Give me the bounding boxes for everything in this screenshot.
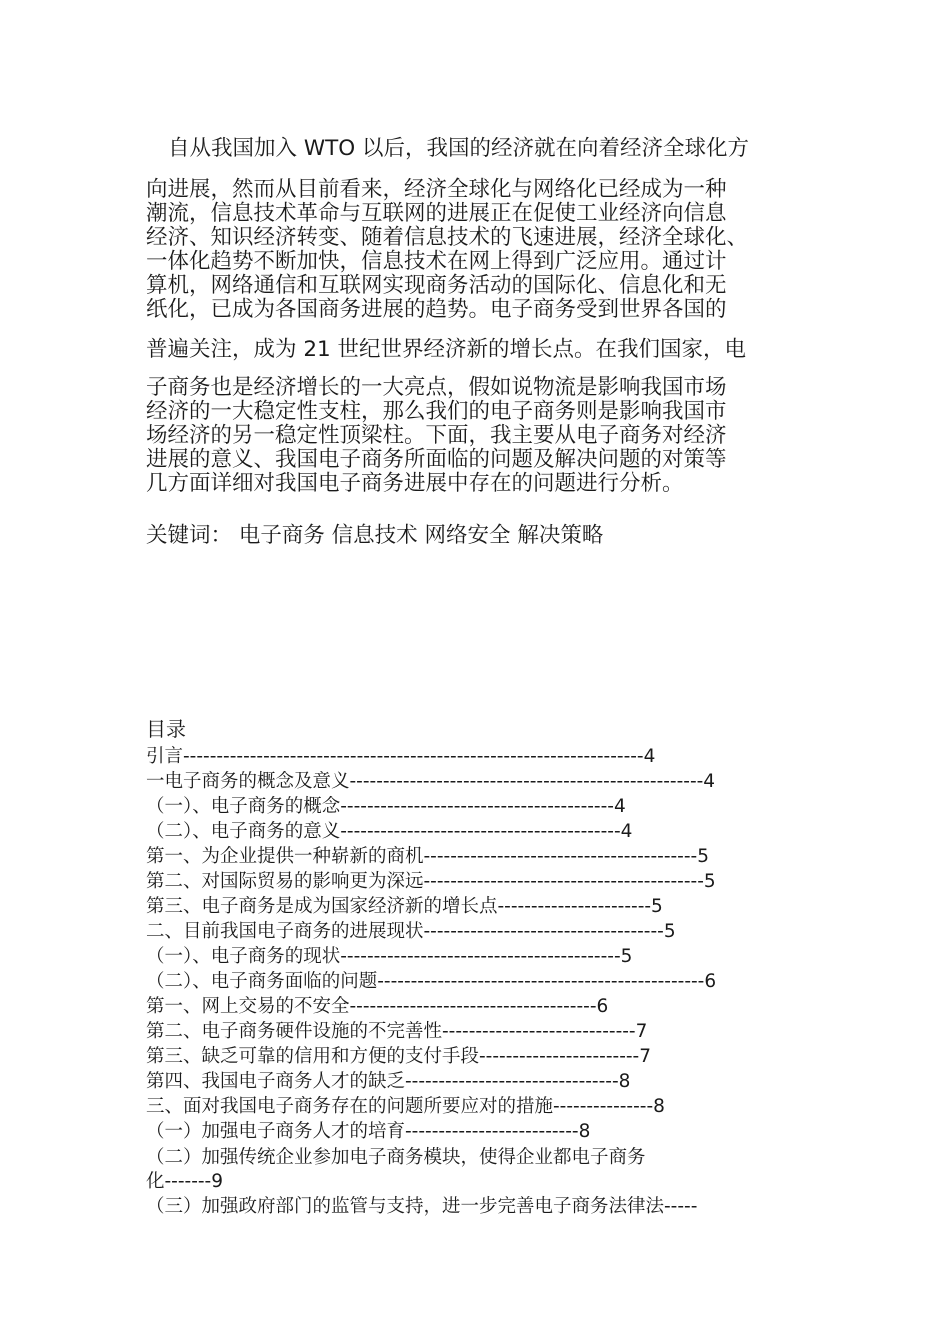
abstract-line: 经济的一大稳定性支柱，那么我们的电子商务则是影响我国市 [146, 399, 727, 424]
abstract-line: 经济、知识经济转变、随着信息技术的飞速进展，经济全球化、 [146, 225, 749, 250]
toc-entry: （三）加强政府部门的监管与支持，进一步完善电子商务法律法----- [146, 1196, 698, 1217]
abstract-line: 几方面详细对我国电子商务进展中存在的问题进行分析。 [146, 471, 684, 496]
toc-entry: 第二、对国际贸易的影响更为深远------------------------------------------5 [146, 871, 716, 892]
toc-entry: （一）、电子商务的现状------------------------------------------5 [146, 946, 633, 967]
toc-entry: （二）加强传统企业参加电子商务模块，使得企业都电子商务 [146, 1147, 646, 1168]
abstract-line: 场经济的另一稳定性顶梁柱。下面，我主要从电子商务对经济 [146, 423, 727, 448]
abstract-line: 向进展，然而从目前看来，经济全球化与网络化已经成为一种 [146, 177, 727, 202]
abstract-line: 算机，网络通信和互联网实现商务活动的国际化、信息化和无 [146, 273, 727, 298]
toc-entry: 第一、网上交易的不安全-------------------------------------6 [146, 996, 609, 1017]
abstract-line: 纸化，已成为各国商务进展的趋势。电子商务受到世界各国的 [146, 297, 727, 322]
toc-entry: （二）、电子商务的意义------------------------------------------4 [146, 821, 633, 842]
abstract-line: 子商务也是经济增长的一大亮点，假如说物流是影响我国市场 [146, 375, 727, 400]
toc-entry: （一）加强电子商务人才的培育--------------------------8 [146, 1121, 591, 1142]
toc-entry: 一电子商务的概念及意义-----------------------------------------------------4 [146, 771, 716, 792]
abstract-line: 一体化趋势不断加快，信息技术在网上得到广泛应用。通过计 [146, 249, 727, 274]
toc-entry: 二、目前我国电子商务的进展现状------------------------------------5 [146, 921, 676, 942]
abstract-line: 自从我国加入 WTO 以后，我国的经济就在向着经济全球化方 [168, 136, 749, 161]
toc-title: 目录 [146, 717, 186, 741]
toc-entry: （一）、电子商务的概念-----------------------------------------4 [146, 796, 626, 817]
toc-entry: 第二、电子商务硬件设施的不完善性-----------------------------7 [146, 1021, 648, 1042]
abstract-line: 潮流，信息技术革命与互联网的进展正在促使工业经济向信息 [146, 201, 727, 226]
toc-entry: 第三、缺乏可靠的信用和方便的支付手段------------------------7 [146, 1046, 651, 1067]
abstract-line: 普遍关注，成为 21 世纪世界经济新的增长点。在我们国家，电 [146, 337, 747, 362]
abstract-line: 进展的意义、我国电子商务所面临的问题及解决问题的对策等 [146, 447, 727, 472]
toc-entry: 第三、电子商务是成为国家经济新的增长点-----------------------5 [146, 896, 663, 917]
toc-entry: 引言---------------------------------------------------------------------4 [146, 746, 656, 767]
toc-entry: 第四、我国电子商务人才的缺乏--------------------------------8 [146, 1071, 631, 1092]
toc-entry: （二）、电子商务面临的问题-------------------------------------------------6 [146, 971, 717, 992]
toc-entry: 三、面对我国电子商务存在的问题所要应对的措施---------------8 [146, 1096, 665, 1117]
keywords-line: 关键词： 电子商务 信息技术 网络安全 解决策略 [146, 523, 604, 548]
toc-entry: 化-------9 [146, 1171, 223, 1192]
toc-entry: 第一、为企业提供一种崭新的商机-----------------------------------------5 [146, 846, 709, 867]
